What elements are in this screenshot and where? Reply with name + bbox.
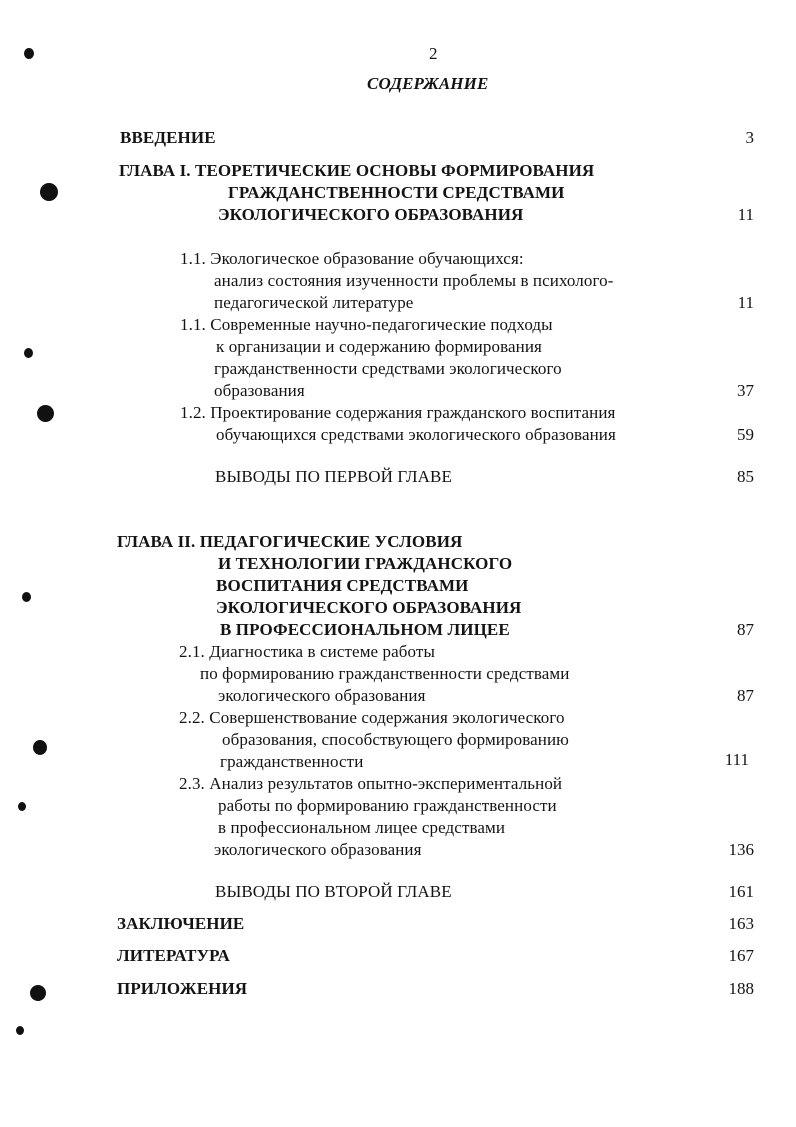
chapter1-conclusion-page: 85: [737, 467, 754, 486]
section-line: анализ состояния изученности проблемы в психолого-: [214, 271, 614, 290]
page-number: 2: [429, 44, 438, 63]
toc-entry-literature: ЛИТЕРАТУРА: [117, 946, 230, 965]
chapter2-page: 87: [737, 620, 754, 639]
section-page: 59: [737, 425, 754, 444]
punch-hole: [37, 405, 54, 422]
toc-title: СОДЕРЖАНИЕ: [367, 74, 489, 93]
section-line: работы по формированию гражданственности: [218, 796, 557, 815]
section-line: 1.1. Экологическое образование обучающихся:: [180, 249, 524, 268]
scan-mark: [22, 592, 31, 602]
section-page: 136: [728, 840, 754, 859]
toc-entry-intro: ВВЕДЕНИЕ: [120, 128, 216, 147]
section-line: 1.1. Современные научно-педагогические подходы: [180, 315, 553, 334]
scan-mark: [24, 348, 33, 358]
section-line: 2.1. Диагностика в системе работы: [179, 642, 435, 661]
chapter2-heading-line: ВОСПИТАНИЯ СРЕДСТВАМИ: [216, 576, 469, 595]
chapter2-heading-line: ГЛАВА II. ПЕДАГОГИЧЕСКИЕ УСЛОВИЯ: [117, 532, 463, 551]
section-line: педагогической литературе: [214, 293, 414, 312]
section-line: к организации и содержанию формирования: [216, 337, 542, 356]
section-line: экологического образования: [214, 840, 422, 859]
punch-hole: [40, 183, 58, 201]
section-line: 1.2. Проектирование содержания гражданского воспитания: [180, 403, 616, 422]
chapter1-conclusion: ВЫВОДЫ ПО ПЕРВОЙ ГЛАВЕ: [215, 467, 452, 486]
chapter2-heading-line: ЭКОЛОГИЧЕСКОГО ОБРАЗОВАНИЯ: [216, 598, 522, 617]
section-line: обучающихся средствами экологического образования: [216, 425, 616, 444]
section-line: в профессиональном лицее средствами: [218, 818, 506, 837]
section-line: образования: [214, 381, 305, 400]
chapter2-heading-line: В ПРОФЕССИОНАЛЬНОМ ЛИЦЕЕ: [220, 620, 510, 639]
section-line: образования, способствующего формированию: [222, 730, 569, 749]
punch-hole: [33, 740, 47, 755]
chapter1-heading-line: ЭКОЛОГИЧЕСКОГО ОБРАЗОВАНИЯ: [218, 205, 524, 224]
section-line: 2.3. Анализ результатов опытно-экспериментальной: [179, 774, 563, 793]
section-page: 111: [724, 750, 749, 769]
scan-mark: [18, 802, 26, 811]
section-page: 11: [737, 293, 754, 312]
toc-page-literature: 167: [728, 946, 754, 965]
chapter1-heading-line: ГЛАВА I. ТЕОРЕТИЧЕСКИЕ ОСНОВЫ ФОРМИРОВАНИЯ: [119, 161, 595, 180]
chapter1-heading-line: ГРАЖДАНСТВЕННОСТИ СРЕДСТВАМИ: [228, 183, 565, 202]
chapter1-page: 11: [737, 205, 754, 224]
chapter2-heading-line: И ТЕХНОЛОГИИ ГРАЖДАНСКОГО: [218, 554, 513, 573]
toc-page-conclusion: 163: [728, 914, 754, 933]
scan-mark: [16, 1026, 24, 1035]
section-page: 37: [737, 381, 754, 400]
scan-mark: [24, 48, 34, 59]
toc-entry-conclusion: ЗАКЛЮЧЕНИЕ: [117, 914, 245, 933]
section-line: 2.2. Совершенствование содержания экологического: [179, 708, 565, 727]
toc-entry-appendices: ПРИЛОЖЕНИЯ: [117, 979, 248, 998]
punch-hole: [30, 985, 46, 1001]
chapter2-conclusion-page: 161: [728, 882, 754, 901]
toc-page-intro: 3: [745, 128, 754, 147]
section-line: по формированию гражданственности средствами: [200, 664, 570, 683]
section-line: гражданственности средствами экологического: [214, 359, 562, 378]
toc-page-appendices: 188: [728, 979, 754, 998]
section-line: экологического образования: [218, 686, 426, 705]
section-page: 87: [737, 686, 754, 705]
section-line: гражданственности: [220, 752, 364, 771]
chapter2-conclusion: ВЫВОДЫ ПО ВТОРОЙ ГЛАВЕ: [215, 882, 452, 901]
